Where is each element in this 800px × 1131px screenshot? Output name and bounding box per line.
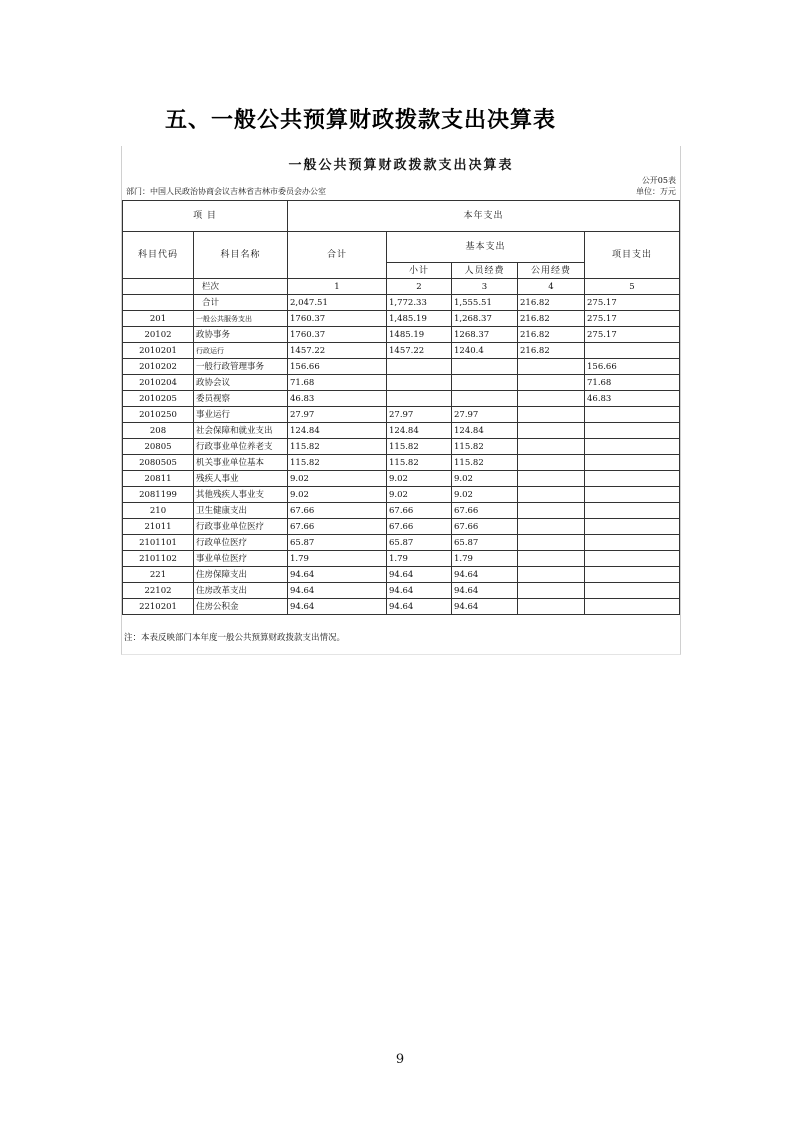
cell-total: 1760.37: [288, 311, 387, 327]
cell-subtotal: 1457.22: [387, 343, 452, 359]
cell-total: 156.66: [288, 359, 387, 375]
cell-project: [585, 487, 680, 503]
cell-project: [585, 519, 680, 535]
cell-subtotal: 94.64: [387, 583, 452, 599]
cell-public: [518, 375, 585, 391]
cell-subtotal: 27.97: [387, 407, 452, 423]
cell-project: [585, 343, 680, 359]
cell-public: [518, 407, 585, 423]
cell-personnel: 9.02: [452, 487, 518, 503]
cell-public: [518, 519, 585, 535]
cell-personnel: 67.66: [452, 519, 518, 535]
table-row: [123, 455, 680, 471]
budget-table-sheet: [121, 146, 681, 655]
cell-code: 2210201: [123, 599, 194, 615]
cell-name: 住房公积金: [194, 599, 288, 615]
cell-public: [518, 471, 585, 487]
table-row: [123, 311, 680, 327]
table-row: [123, 503, 680, 519]
cell-public: [518, 503, 585, 519]
cell-project: [585, 471, 680, 487]
cell-personnel: 27.97: [452, 407, 518, 423]
cell-personnel: 1,555.51: [452, 295, 518, 311]
cell-code: 2010202: [123, 359, 194, 375]
cell-total: 9.02: [288, 471, 387, 487]
cell-personnel: [452, 391, 518, 407]
table-row: [123, 471, 680, 487]
cell-project: [585, 423, 680, 439]
column-index-2: 2: [387, 279, 452, 295]
cell-name: 合计: [194, 295, 288, 311]
cell-name: 行政事业单位养老支: [194, 439, 288, 455]
table-row: [123, 519, 680, 535]
cell-name: 住房改革支出: [194, 583, 288, 599]
cell-name: 住房保障支出: [194, 567, 288, 583]
cell-personnel: 94.64: [452, 583, 518, 599]
cell-personnel: 94.64: [452, 599, 518, 615]
header-current-year: 本年支出: [288, 201, 680, 232]
cell-total: 1457.22: [288, 343, 387, 359]
cell-personnel: 115.82: [452, 439, 518, 455]
cell-total: 65.87: [288, 535, 387, 551]
cell-public: [518, 535, 585, 551]
cell-code: 2010250: [123, 407, 194, 423]
cell-total: 27.97: [288, 407, 387, 423]
cell-code: 221: [123, 567, 194, 583]
cell-code: 20102: [123, 327, 194, 343]
cell-code: 201: [123, 311, 194, 327]
cell-name: 机关事业单位基本: [194, 455, 288, 471]
table-row: [123, 375, 680, 391]
cell-public: [518, 391, 585, 407]
cell-personnel: [452, 359, 518, 375]
cell-name: 行政事业单位医疗: [194, 519, 288, 535]
cell-subtotal: 124.84: [387, 423, 452, 439]
cell-total: 67.66: [288, 519, 387, 535]
cell-personnel: 1268.37: [452, 327, 518, 343]
cell-code: 210: [123, 503, 194, 519]
cell-project: [585, 503, 680, 519]
cell-code: 2101101: [123, 535, 194, 551]
table-row: [123, 423, 680, 439]
header-subtotal: 小计: [387, 263, 452, 279]
cell-name: 委员视察: [194, 391, 288, 407]
header-name: 科目名称: [194, 232, 288, 279]
table-row: [123, 567, 680, 583]
table-row: [123, 295, 680, 311]
expenditure-table: [122, 200, 680, 615]
cell-total: 124.84: [288, 423, 387, 439]
column-label: 栏次: [194, 279, 288, 295]
cell-total: 1.79: [288, 551, 387, 567]
cell-total: 94.64: [288, 583, 387, 599]
cell-subtotal: 1485.19: [387, 327, 452, 343]
cell-name: 残疾人事业: [194, 471, 288, 487]
cell-personnel: [452, 375, 518, 391]
cell-project: [585, 535, 680, 551]
cell-total: 94.64: [288, 599, 387, 615]
cell-total: 71.68: [288, 375, 387, 391]
cell-total: 1760.37: [288, 327, 387, 343]
table-row: [123, 407, 680, 423]
table-row: [123, 487, 680, 503]
cell-public: [518, 359, 585, 375]
cell-personnel: 124.84: [452, 423, 518, 439]
header-code: 科目代码: [123, 232, 194, 279]
column-index-1: 1: [288, 279, 387, 295]
cell-personnel: 1240.4: [452, 343, 518, 359]
cell-project: 46.83: [585, 391, 680, 407]
table-row: [123, 343, 680, 359]
cell-public: [518, 583, 585, 599]
cell-public: 216.82: [518, 295, 585, 311]
cell-total: 2,047.51: [288, 295, 387, 311]
cell-public: [518, 551, 585, 567]
cell-project: [585, 407, 680, 423]
cell-name: 社会保障和就业支出: [194, 423, 288, 439]
cell-code: 2101102: [123, 551, 194, 567]
cell-subtotal: 94.64: [387, 599, 452, 615]
table-row: [123, 327, 680, 343]
cell-public: [518, 567, 585, 583]
cell-code: 22102: [123, 583, 194, 599]
table-row: [123, 391, 680, 407]
column-index-5: 5: [585, 279, 680, 295]
cell-project: [585, 583, 680, 599]
cell-subtotal: 115.82: [387, 455, 452, 471]
header-basic: 基本支出: [387, 232, 585, 263]
cell-name: 一般行政管理事务: [194, 359, 288, 375]
cell-project: [585, 599, 680, 615]
table-row: [123, 359, 680, 375]
header-total: 合计: [288, 232, 387, 279]
cell-total: 94.64: [288, 567, 387, 583]
cell-name: 卫生健康支出: [194, 503, 288, 519]
cell-public: 216.82: [518, 327, 585, 343]
cell-subtotal: [387, 375, 452, 391]
cell-project: 275.17: [585, 311, 680, 327]
cell-personnel: 9.02: [452, 471, 518, 487]
cell-code: 208: [123, 423, 194, 439]
table-row: [123, 583, 680, 599]
cell-code: 20811: [123, 471, 194, 487]
column-index-3: 3: [452, 279, 518, 295]
cell-name: 一般公共服务支出: [194, 311, 288, 327]
cell-code: 2080505: [123, 455, 194, 471]
cell-name: 政协会议: [194, 375, 288, 391]
cell-public: [518, 423, 585, 439]
cell-public: 216.82: [518, 343, 585, 359]
cell-code: 20805: [123, 439, 194, 455]
header-personnel: 人员经费: [452, 263, 518, 279]
cell-public: [518, 599, 585, 615]
cell-public: [518, 439, 585, 455]
cell-subtotal: 67.66: [387, 519, 452, 535]
cell-name: 其他残疾人事业支: [194, 487, 288, 503]
table-row: [123, 439, 680, 455]
cell-personnel: 65.87: [452, 535, 518, 551]
cell-code: 2010205: [123, 391, 194, 407]
cell-code: 2010204: [123, 375, 194, 391]
cell-subtotal: 67.66: [387, 503, 452, 519]
cell-name: 事业单位医疗: [194, 551, 288, 567]
cell-total: 115.82: [288, 455, 387, 471]
cell-public: [518, 487, 585, 503]
cell-total: 67.66: [288, 503, 387, 519]
cell-subtotal: [387, 391, 452, 407]
table-row: [123, 599, 680, 615]
cell-code: 21011: [123, 519, 194, 535]
cell-subtotal: 1.79: [387, 551, 452, 567]
header-project: 项目支出: [585, 232, 680, 279]
table-body: [123, 295, 680, 615]
table-row: [123, 535, 680, 551]
page-number: 9: [395, 1052, 405, 1067]
cell-subtotal: 1,772.33: [387, 295, 452, 311]
header-item: 项 目: [123, 201, 288, 232]
cell-public: 216.82: [518, 311, 585, 327]
cell-name: 政协事务: [194, 327, 288, 343]
cell-project: 156.66: [585, 359, 680, 375]
cell-name: 行政运行: [194, 343, 288, 359]
page-heading: 五、一般公共预算财政拨款支出决算表: [165, 108, 557, 133]
cell-project: [585, 455, 680, 471]
cell-total: 46.83: [288, 391, 387, 407]
cell-subtotal: 65.87: [387, 535, 452, 551]
cell-personnel: 94.64: [452, 567, 518, 583]
department-label: 部门：中国人民政治协商会议吉林省吉林市委员会办公室: [126, 187, 326, 196]
cell-personnel: 67.66: [452, 503, 518, 519]
cell-subtotal: 94.64: [387, 567, 452, 583]
cell-project: [585, 439, 680, 455]
unit-label: 单位：万元: [636, 187, 676, 196]
cell-name: 行政单位医疗: [194, 535, 288, 551]
table-note: 注：本表反映部门本年度一般公共预算财政拨款支出情况。: [124, 633, 346, 643]
table-row: [123, 551, 680, 567]
cell-code: [123, 295, 194, 311]
header-public: 公用经费: [518, 263, 585, 279]
cell-public: [518, 455, 585, 471]
cell-project: [585, 567, 680, 583]
column-index-4: 4: [518, 279, 585, 295]
cell-total: 9.02: [288, 487, 387, 503]
form-number: 公开05表: [641, 176, 676, 185]
cell-subtotal: [387, 359, 452, 375]
cell-code: 2010201: [123, 343, 194, 359]
cell-project: 275.17: [585, 295, 680, 311]
cell-subtotal: 115.82: [387, 439, 452, 455]
cell-personnel: 115.82: [452, 455, 518, 471]
cell-total: 115.82: [288, 439, 387, 455]
cell-name: 事业运行: [194, 407, 288, 423]
cell-personnel: 1,268.37: [452, 311, 518, 327]
cell-subtotal: 9.02: [387, 487, 452, 503]
cell-project: 275.17: [585, 327, 680, 343]
sheet-title: 一般公共预算财政拨款支出决算表: [288, 158, 514, 173]
cell-project: [585, 551, 680, 567]
cell-personnel: 1.79: [452, 551, 518, 567]
cell-code: 2081199: [123, 487, 194, 503]
cell-subtotal: 9.02: [387, 471, 452, 487]
cell-project: 71.68: [585, 375, 680, 391]
column-index-cell: [123, 279, 194, 295]
cell-subtotal: 1,485.19: [387, 311, 452, 327]
